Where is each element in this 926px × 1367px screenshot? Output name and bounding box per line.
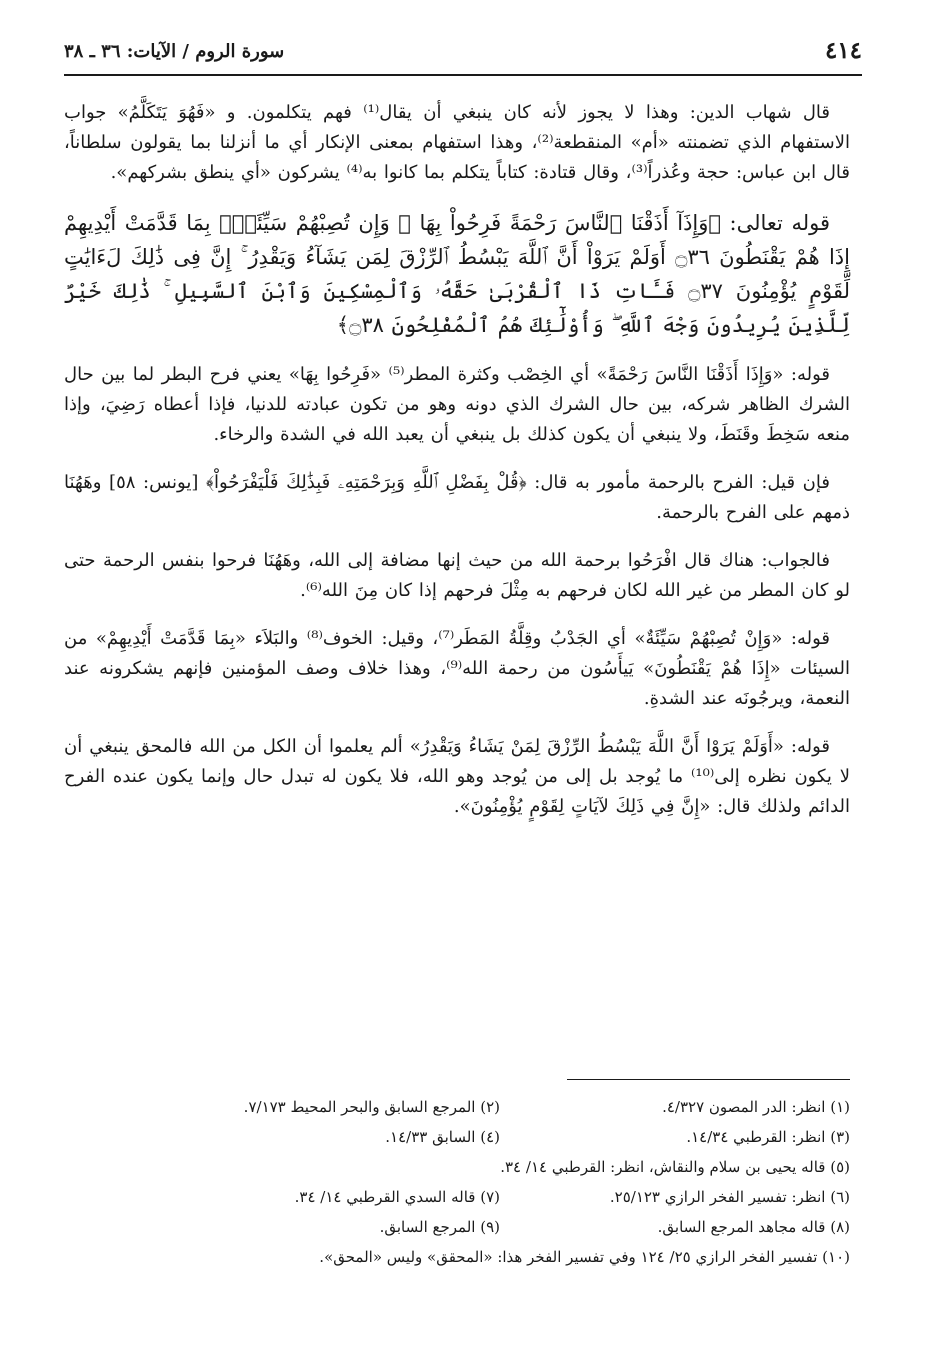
paragraph-2: قوله: «وَإِذَا أَذَقْنَا النَّاسَ رَحْمَةً» أي الخِصْب وكثرة المطر⁽⁵⁾ «فَرِحُوا بِهَا» يعني فرح البطر لما بين حال الشرك الظاهر شركه، بين حال الشرك الذي دونه وهو من تكون عبادته للدنيا، فإذا أعطاه رَضِيَ، وإذا منعه سَخِطَ وقَنَطَ، ولا ينبغي أن يكون كذلك بل ينبغي أن يعبد الله في الشدة والرخاء. [64, 364, 850, 445]
page-header [64, 36, 862, 76]
footnote-row [150, 1212, 850, 1242]
footnote-divider [567, 1079, 850, 1080]
paragraph-5: قوله: «وَإِنْ تُصِبْهُمْ سَيِّئَةٌ» أي الجَدْبُ وقِلَّةُ المَطَر⁽⁷⁾، وقيل: الخوف⁽⁸⁾ والبَلاَء «بِمَا قَدَّمَتْ أَيْدِيهِمْ» من السيئات «إِذَا هُمْ يَقْنَطُونَ» يَيأَسُون من رحمة الله⁽⁹⁾، وهذا خلاف وصف المؤمنين فإنهم يشكرونه عند النعمة، ويرجُونَه عند الشدةِ. [64, 628, 850, 709]
running-title: سورة الروم / الآيات: ٣٦ ـ ٣٨ [64, 41, 285, 62]
footnote-4: (٤) السابق ١٤/٣٣. [385, 1128, 500, 1146]
footnote-5: (٥) قاله يحيى بن سلام والنقاش، انظر: القرطبي ١٤/ ٣٤. [500, 1158, 850, 1176]
footnote-1: (١) انظر: الدر المصون ٤/٣٢٧. [662, 1098, 850, 1116]
footnote-7: (٧) قاله السدي القرطبي ١٤/ ٣٤. [294, 1188, 500, 1206]
main-text [64, 98, 850, 840]
footnote-8: (٨) قاله مجاهد المرجع السابق. [657, 1218, 850, 1236]
footnote-10: (١٠) تفسير الفخر الرازي ٢٥/ ١٢٤ وفي تفسير الفخر هذا: «المحقق» وليس «المحق». [319, 1248, 850, 1266]
footnote-row [150, 1092, 850, 1122]
footnote-9: (٩) المرجع السابق. [379, 1218, 500, 1236]
footnote-2: (٢) المرجع السابق والبحر المحيط ٧/١٧٣. [243, 1098, 500, 1116]
footnote-row [150, 1182, 850, 1212]
paragraph-3: فإن قيل: الفرح بالرحمة مأمور به قال: ﴿قُلْ بِفَضْلِ ٱللَّهِ وَبِرَحْمَتِهِۦ فَبِذَٰلِكَ فَلْيَفْرَحُواْ﴾ [يونس: ٥٨] وهَهُنَا ذمهم على الفرح بالرحمة. [64, 472, 850, 523]
footnotes [150, 1092, 850, 1272]
footnote-3: (٣) انظر: القرطبي ١٤/٣٤. [686, 1128, 850, 1146]
paragraph-1: قال شهاب الدين: وهذا لا يجوز لأنه كان ينبغي أن يقال⁽¹⁾ فهم يتكلمون. و «فَهُوَ يَتَكَلَّمُ» جواب الاستفهام الذي تضمنته «أم» المنقطعة⁽²⁾، وهذا استفهام بمعنى الإنكار أي ما أنزلنا بما يقولون سلطاناً، قال ابن عباس: حجة وعُذراً⁽³⁾، وقال قتادة: كتاباً يتكلم بما كانوا به⁽⁴⁾ يشركون «أي ينطق بشركهم». [64, 102, 850, 183]
footnote-row [150, 1242, 850, 1272]
footnote-row [150, 1152, 850, 1182]
footnote-row [150, 1122, 850, 1152]
paragraph-4: فالجواب: هناك قال افْرَحُوا برحمة الله من حيث إنها مضافة إلى الله، وهَهُنَا فرحوا بنفس الرحمة حتى لو كان المطر من غير الله لكان فرحهم به مِثْلَ فرحهم إذا كان مِنَ الله⁽⁶⁾. [64, 550, 850, 601]
quran-verse-block: قوله تعالى: ﴿وَإِذَآ أَذَقْنَا ٱلنَّاسَ رَحْمَةً فَرِحُواْ بِهَا ۖ وَإِن تُصِبْهُمْ سَيِّئَةٌۢ بِمَا قَدَّمَتْ أَيْدِيهِمْ إِذَا هُمْ يَقْنَطُونَ ۝٣٦ أَوَلَمْ يَرَوْاْ أَنَّ ٱللَّهَ يَبْسُطُ ٱلرِّزْقَ لِمَن يَشَآءُ وَيَقْدِرُ ۚ إِنَّ فِى ذَٰلِكَ لَءَايَٰتٍ لِّقَوْمٍ يُؤْمِنُونَ ۝٣٧ فَـَٔاتِ ذَا ٱلْقُرْبَىٰ حَقَّهُۥ وَٱلْمِسْكِينَ وَٱبْنَ ٱلسَّبِيلِ ۚ ذَٰلِكَ خَيْرٌ لِّلَّذِينَ يُرِيدُونَ وَجْهَ ٱللَّهِ ۖ وَأُوْلَٰٓئِكَ هُمُ ٱلْمُفْلِحُونَ ۝٣٨﴾ [64, 211, 851, 337]
page-number: ٤١٤ [824, 37, 862, 64]
footnote-6: (٦) انظر: تفسير الفخر الرازي ٢٥/١٢٣. [609, 1188, 850, 1206]
paragraph-6: قوله: «أَوَلَمْ يَرَوْا أَنَّ اللَّهَ يَبْسُطُ الرِّزْقَ لِمَنْ يَشَاءُ وَيَقْدِرُ» ألم يعلموا أن الكل من الله فالمحق ينبغي أن لا يكون نظره إلى⁽¹⁰⁾ ما يُوجد بل إلى من يُوجد وهو الله، فلا يكون له تبدل حال وإنما يكون عنده الفرح الدائم ولذلك قال: «إِنَّ فِي ذَلِكَ لآيَاتٍ لِقَوْمٍ يُؤْمِنُونَ». [64, 736, 850, 817]
